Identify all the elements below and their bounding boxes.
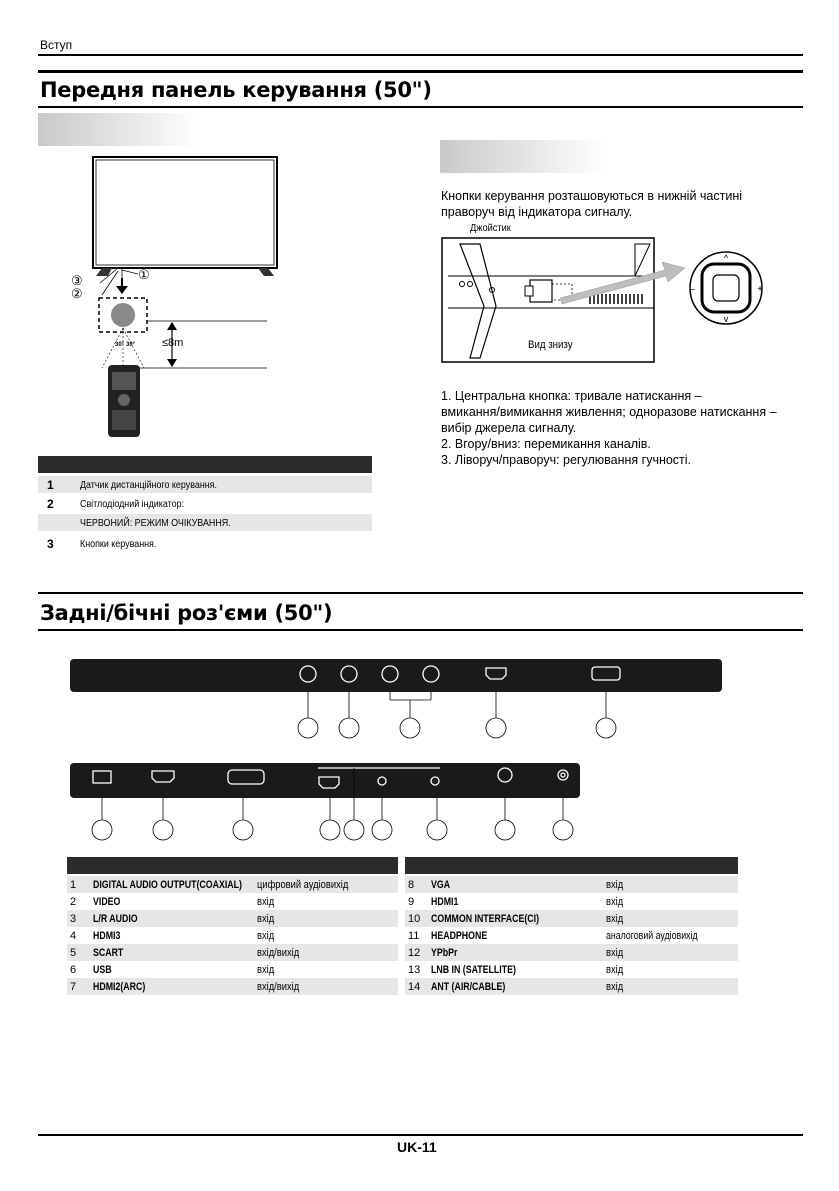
angle-label-right: 30° (126, 342, 136, 348)
svg-text:^: ^ (723, 253, 729, 263)
legend-row: 1 DIGITAL AUDIO OUTPUT(COAXIAL) цифровий аудіовихід (67, 876, 398, 893)
page-number: UK-11 (397, 1139, 437, 1155)
callout-2: ② (71, 286, 83, 301)
front-legend (38, 474, 372, 554)
svg-text:+: + (757, 284, 763, 295)
callout-3: ③ (71, 273, 83, 288)
legend-row: 4 HDMI3 вхід (70, 929, 275, 942)
angle-label-left: 30° (115, 342, 125, 348)
legend-row: 7 HDMI2(ARC) вхід/вихід (67, 978, 398, 995)
legend-row: 11 HEADPHONE аналоговий аудіовихід (408, 929, 698, 942)
controls-notes: 1. Центральна кнопка: тривале натискання – вмикання/вимикання живлення; одноразове натискання – вибір джерела сигналу. 2. Вгору/вниз: перемикання каналів. 3. Ліворуч/праворуч: регулювання гучності. (441, 389, 777, 467)
front-legend-row: 1 Датчик дистанційного керування. (38, 476, 372, 493)
distance-label: ≤8m (162, 337, 184, 349)
title-rule-top (38, 70, 803, 73)
legend-row: 5 SCART вхід/вихід (67, 944, 398, 961)
front-legend-row: ЧЕРВОНИЙ: РЕЖИМ ОЧІКУВАННЯ. (38, 514, 372, 531)
rear-connectors-diagram (60, 650, 740, 850)
legend-row: 14 ANT (AIR/CABLE) вхід (405, 978, 738, 995)
header-rule (38, 54, 803, 56)
front-legend-row: 2 Світлодіодний індикатор: (47, 496, 185, 511)
controls-intro: Кнопки керування розташовуються в нижній частині праворуч від індикатора сигналу. (441, 189, 743, 219)
section-header: Вступ (40, 38, 73, 52)
legend-row: 13 LNB IN (SATELLITE) вхід (408, 963, 624, 976)
footer-rule (38, 1134, 803, 1136)
callout-1: ① (138, 267, 150, 282)
rear-title-rule-top (38, 592, 803, 594)
rear-title-rule-bottom (38, 629, 803, 631)
legend-row: 2 VIDEO вхід (70, 895, 275, 908)
page-title-front: Передня панель керування (50") (40, 78, 432, 102)
legend-row: 10 COMMON INTERFACE(CI) вхід (405, 910, 738, 927)
legend-row: 8 VGA вхід (405, 876, 738, 893)
bottom-view-diagram (440, 236, 765, 366)
page-title-rear: Задні/бічні роз'єми (50") (40, 601, 333, 625)
rear-legend-left-header (67, 857, 398, 874)
legend-row: 6 USB вхід (70, 963, 275, 976)
front-panel-diagram (60, 150, 320, 445)
rear-legend-right (405, 875, 738, 995)
rear-legend-right-header (405, 857, 738, 874)
legend-row: 12 YPbPr вхід (405, 944, 738, 961)
front-legend-header (38, 456, 372, 473)
svg-text:v: v (723, 314, 729, 324)
grey-tab-left (38, 113, 200, 146)
svg-text:–: – (689, 284, 695, 295)
rear-legend-left (67, 875, 398, 995)
joystick-label: Джойстик (470, 222, 511, 234)
legend-row: 3 L/R AUDIO вхід (67, 910, 398, 927)
legend-row: 9 HDMI1 вхід (408, 895, 624, 908)
title-rule-bottom (38, 106, 803, 108)
bottom-view-label: Вид знизу (528, 339, 573, 351)
front-legend-row: 3 Кнопки керування. (47, 536, 157, 551)
grey-tab-right (440, 140, 605, 173)
